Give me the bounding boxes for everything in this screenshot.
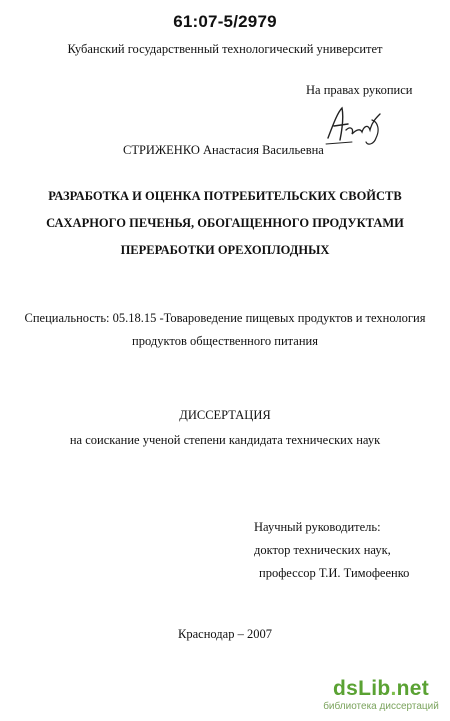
dissertation-title <box>20 183 430 264</box>
supervisor-degree: доктор технических наук, <box>254 543 391 557</box>
author-name: СТРИЖЕНКО Анастасия Васильевна <box>123 143 324 157</box>
watermark-logo-main: dsLib <box>332 677 391 700</box>
supervisor-name: профессор Т.И. Тимофеенко <box>259 566 410 580</box>
supervisor-label: Научный руководитель: <box>254 520 381 534</box>
catalog-number: 61:07-5/2979 <box>173 12 277 31</box>
handwritten-signature <box>322 100 392 148</box>
degree-statement: на соискание ученой степени кандидата технических наук <box>69 433 381 447</box>
supervisor-block <box>254 516 409 585</box>
watermark-logo-dot: . <box>390 677 397 700</box>
watermark-logo <box>318 678 444 700</box>
specialty <box>0 307 450 353</box>
watermark-subtitle: библиотека диссертаций <box>323 701 439 712</box>
university-name: Кубанский государственный технологический университет <box>67 42 383 56</box>
dissertation-heading: ДИССЕРТАЦИЯ <box>179 408 271 422</box>
dslib-watermark <box>318 678 444 713</box>
watermark-logo-tld: net <box>396 677 430 700</box>
title-line-3: ПЕРЕРАБОТКИ ОРЕХОПЛОДНЫХ <box>120 243 330 257</box>
title-line-1: РАЗРАБОТКА И ОЦЕНКА ПОТРЕБИТЕЛЬСКИХ СВОЙСТВ <box>48 189 402 203</box>
specialty-line-2: продуктов общественного питания <box>132 334 318 348</box>
manuscript-rights-note: На правах рукописи <box>306 83 413 97</box>
title-line-2: САХАРНОГО ПЕЧЕНЬЯ, ОБОГАЩЕННОГО ПРОДУКТАМИ <box>46 216 404 230</box>
city-year: Краснодар – 2007 <box>178 627 272 641</box>
specialty-line-1: Специальность: 05.18.15 -Товароведение пищевых продуктов и технология <box>24 311 426 325</box>
